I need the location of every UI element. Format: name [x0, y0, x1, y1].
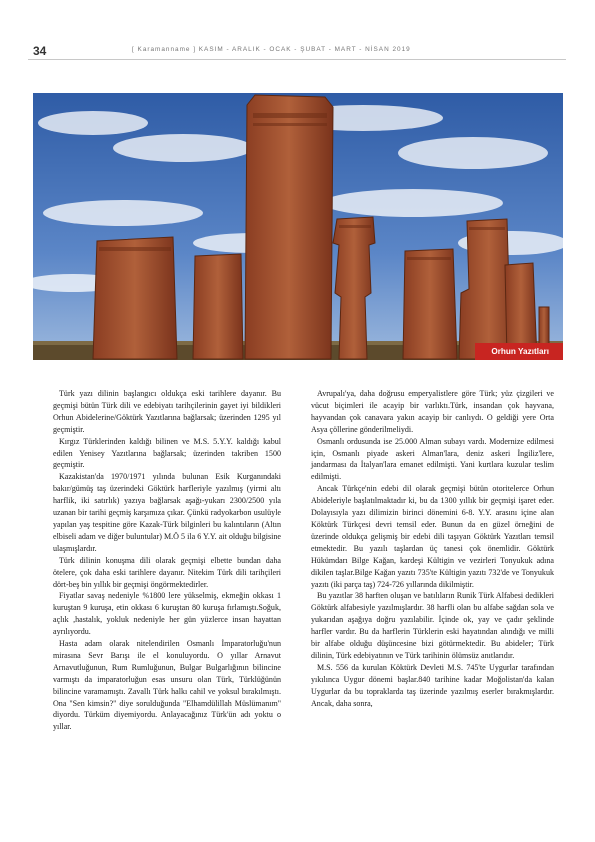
magazine-header: [ Karamanname ] KASIM - ARALIK - OCAK - ŞUBAT - MART - NİSAN 2019: [132, 46, 411, 53]
photo-illustration: [33, 93, 563, 360]
orhun-inscriptions-photo: [33, 93, 563, 360]
article-paragraph: Kazakistan'da 1970/1971 yılında bulunan Esik Kurganındaki bakır/gümüş taş üzerindeki Göktürk harfleriyle yazılmış (yirmi altı harflik, iki satırlık) yazıya bağlarsak aşağı-yukarı 2300/2500 yıla uzanan bir tarihi geçmiş karşımıza çıkar. Çünkü radyokarbon usulüyle yapılan yaş tespitine göre Kazak-Türk bilginleri bu kalıntıların (Altın elbiseli adam ve diğer buluntular) M.Ö 5 ila 6 Y.Y. ait olduğu bilgisine ulaşmışlardır.: [53, 472, 281, 553]
header-divider: [28, 59, 566, 60]
article-paragraph: Avrupalı'ya, daha doğrusu emperyalistlere göre Türk; yüz çizgileri ve vücut biçimleri ile acayip bir varlıktı.Türk, insandan çok hayvana, hayvandan çok canavara yakın acayip bir canlıydı. O geldiği yere Orta Asya çöllerine gönderilmeliydi.: [311, 389, 554, 434]
article-left-column: [53, 388, 281, 733]
article-paragraph: Fiyatlar savaş nedeniyle %1800 lere yükselmiş, ekmeğin okkası 1 kuruştan 9 kuruşa, etin okkası 6 kuruştan 80 kuruşa fırlamıştı.Soğuk, açlık ,hastalık, yokluk nedeniyle her gün yüzlerce insan hayattan ayrılıyordu.: [53, 591, 281, 637]
article-paragraph: Bu yazıtlar 38 harften oluşan ve batılıların Runik Türk Alfabesi dedikleri Göktürk alfabesiyle yazılmışlardır. 38 harfli olan bu alfabe sağdan sola ve yukarıdan aşağıya doğru yazılabilir. İçinde ok, yay ve çadır şeklinde harfler vardır. Bu da harflerin Türklerin eski hayatından alındığı ve milli bir alfabe olduğu düşüncesine bizi götürmektedir. Bu abideler; Türk dilinin, Türk edebiyatının ve Türk tarihinin ölümsüz anıtlarıdır.: [311, 591, 554, 660]
article-paragraph: Osmanlı ordusunda ise 25.000 Alman subayı vardı. Modernize edilmesi için, Osmanlı piyade askeri Alman'lara, deniz askeri İngiliz'lere, jandarması da İtalyan'lara emanet edilmişti. Yani kurtlara kuzular teslim edilmişti.: [311, 436, 554, 482]
article-paragraph: Türk yazı dilinin başlangıcı oldukça eski tarihlere dayanır. Bu geçmişi bütün Türk dili ve edebiyatı tarihçilerinin gayet iyi bildikleri Orhun Abidelerine/Göktürk Yazıtlarına bağlarsak; üzerinden 1295 yıl geçmiştir.: [53, 389, 281, 434]
article-right-column: [311, 388, 554, 709]
article-paragraph: Hasta adam olarak nitelendirilen Osmanlı İmparatorluğu'nun mirasına Sevr Barışı ile el konuluyordu. O yıllar Arnavut Arnavutluğunun, Rum Rumluğunun, Bulgar Bulgarlığının bilincine varmıştı da imparatorluğun esas unsuru olan Türk, Türklüğünün bilincine varamamıştı. Zavallı Türk halkı cahil ve yoksul bırakılmıştı. Ona "Sen kimsin?" diye sorulduğunda "Elhamdülillah Müslümanım" diyordu. Türküm diyemiyordu. Anlayacağınız Türk'ün adı yoktu o yıllar.: [53, 639, 281, 732]
article-paragraph: Ancak Türkçe'nin edebi dil olarak geçmişi bütün otoritelerce Orhun Abideleriyle başlatılmaktadır ki, bu da 1300 yıllık bir geçmişi işaret eder. Dolayısıyla yazı dilimizin birinci dönemini 6-8. Y.Y. arasını içine alan Köktürk Türkçesi devri temsil eder. Bunun da en güzel örneğini de üzerinde oldukça gelişmiş bir edebi dili taşıyan Göktürk Yazıtları temsil etmektedir. Bu yazılı taşlardan üç tanesi çok önemlidir. Göktürk Hükümdarı Bilge Kağan, kardeşi Kültigin ve vezirleri Tonyukuk adına dikilen taşlar.Bilge Kağan yazıtı 735'te Kültigin yazıtı 732'de ve Tonyukuk yazıtı (iki parça taş) 724-726 yıllarında dikilmiştir.: [311, 484, 554, 589]
article-paragraph: Kırgız Türklerinden kaldığı bilinen ve M.S. 5.Y.Y. kaldığı kabul edilen Yenisey Yazıtlarına bağlarsak; üzerinden takriben 1500 geçmiştir.: [53, 436, 281, 470]
article-paragraph: Türk dilinin konuşma dili olarak geçmişi elbette bundan daha ötelere, çok daha eski tarihlere dayanır. Nitekim Türk dili tarihçileri dört-beş bin yıllık bir geçmişi öngörmektedirler.: [53, 555, 281, 589]
photo-caption: Orhun Yazıtları: [475, 343, 563, 360]
article-paragraph: M.S. 556 da kurulan Köktürk Devleti M.S. 745'te Uygurlar tarafından yıkılınca Uygur dönemi başlar.840 tarihine kadar Moğolistan'da kalan Uygurlar da bu topraklarda taş üzerinde yazılmış eserler bırakmışlardır. Ancak, daha sonra,: [311, 662, 554, 708]
page-number: 34: [33, 44, 47, 58]
